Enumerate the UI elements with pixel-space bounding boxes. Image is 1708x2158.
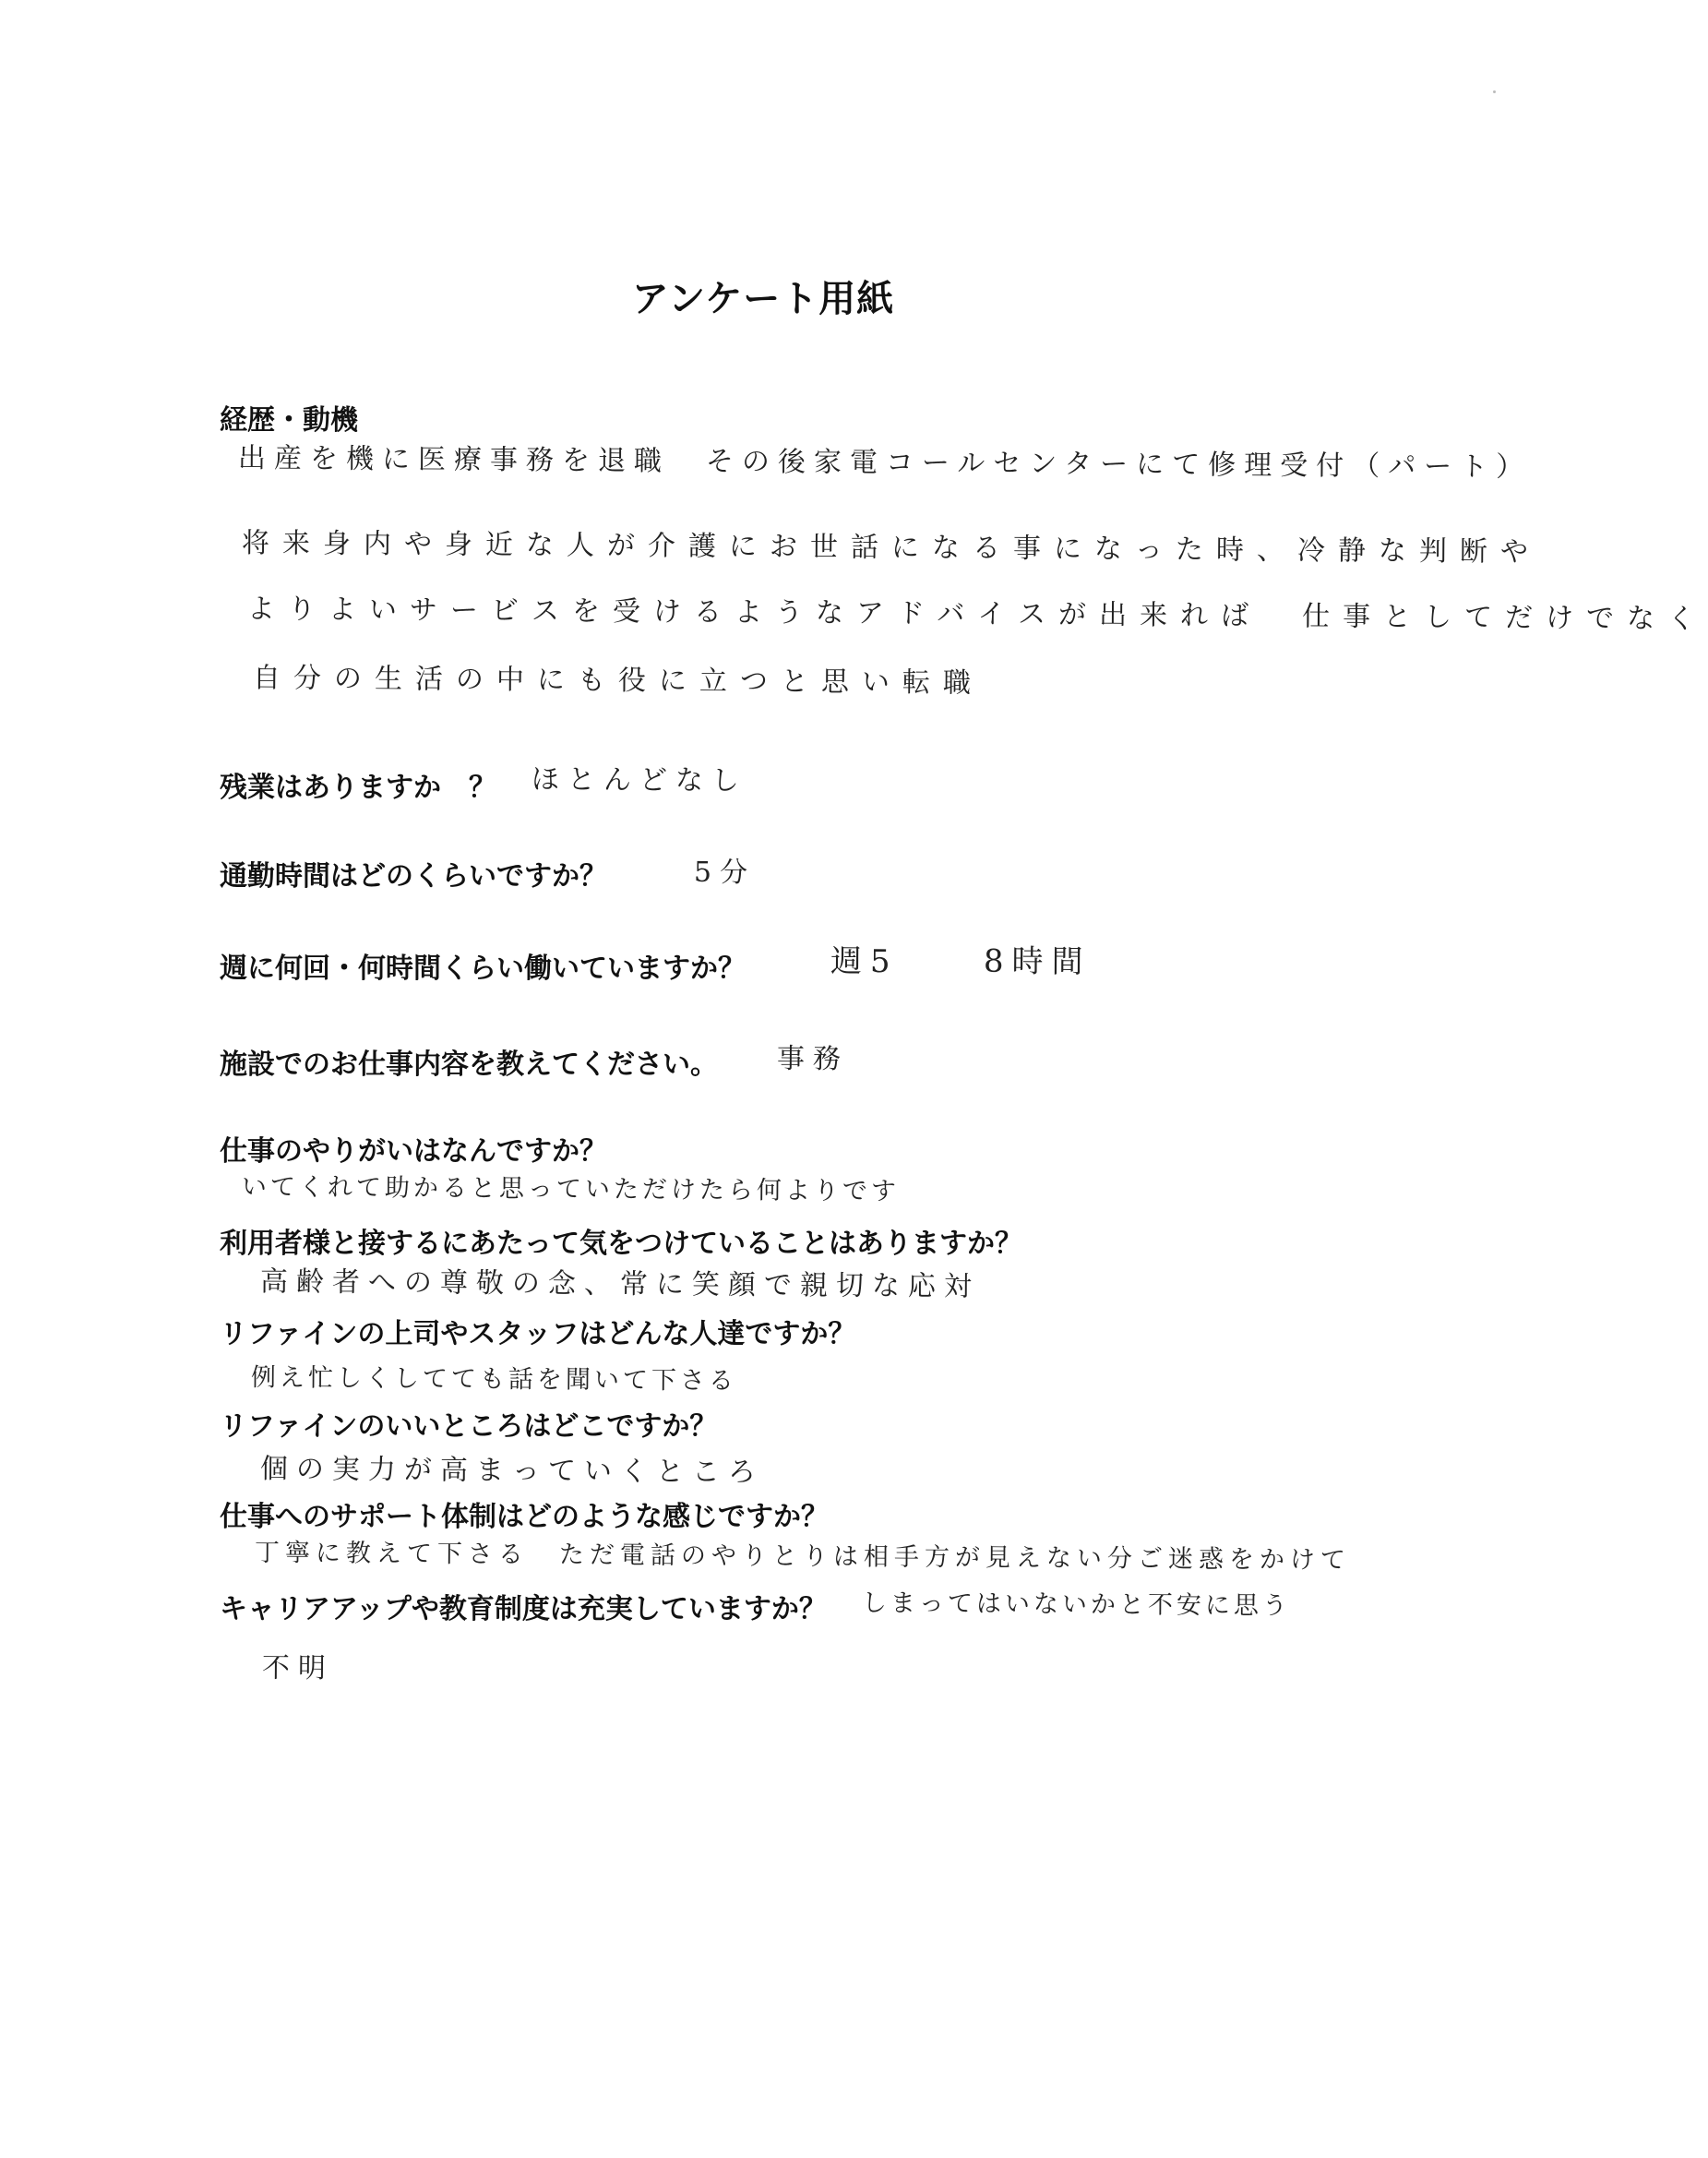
question-commute-time: 通勤時間はどのくらいですか？ [220, 860, 607, 893]
scan-speck [1493, 90, 1496, 93]
answer-support-line-1: 丁寧に教えて下さる ただ電話のやりとりは相手方が見えない分ご迷惑をかけて [254, 1538, 1352, 1576]
answer-overtime: ほとんどなし [531, 763, 748, 797]
question-career-motivation: 経歴・動機 [220, 404, 358, 437]
question-support-system: 仕事へのサポート体制はどのような感じですか？ [220, 1501, 829, 1533]
answer-hours-per-day: 8時間 [983, 942, 1092, 981]
question-job-content: 施設でのお仕事内容を教えてください。 [220, 1049, 718, 1081]
answer-career-development: 不明 [261, 1651, 335, 1685]
answer-support-line-2: しまってはいないかと不安に思う [861, 1589, 1292, 1621]
answer-care-points: 高齢者への尊敬の念、常に笑顔で親切な応対 [259, 1265, 981, 1303]
question-career-development: キャリアアップや教育制度は充実していますか？ [220, 1593, 827, 1625]
answer-career-line-2: 将来身内や身近な人が介護にお世話になる事になった時、冷静な判断や [241, 527, 1542, 569]
answer-good-points: 個の実力が高まっていくところ [259, 1453, 765, 1489]
answer-colleagues: 例え忙しくしてても話を聞いて下さる [250, 1363, 738, 1396]
answer-days-per-week: 週5 [830, 942, 899, 981]
question-care-points: 利用者様と接するにあたって気をつけていることはありますか？ [220, 1228, 1022, 1260]
answer-rewarding: いてくれて助かると思っていただけたら何よりです [241, 1172, 901, 1206]
question-good-points: リファインのいいところはどこですか？ [220, 1410, 718, 1443]
question-overtime: 残業はありますか ？ [220, 772, 496, 804]
answer-job-content: 事務 [776, 1042, 850, 1076]
question-colleagues: リファインの上司やスタッフはどんな人達ですか？ [220, 1318, 856, 1350]
question-work-schedule: 週に何回・何時間くらい働いていますか？ [220, 953, 746, 985]
answer-career-line-4: 自分の生活の中にも役に立つと思い転職 [252, 662, 985, 700]
answer-career-line-1: 出産を機に医療事務を退職 その後家電コールセンターにて修理受付（パート） [237, 442, 1533, 484]
question-rewarding: 仕事のやりがいはなんですか？ [220, 1135, 607, 1168]
answer-career-line-3: よりよいサービスを受けるようなアドバイスが出来れば 仕事としてだけでなく [246, 593, 1708, 636]
form-title: アンケート用紙 [631, 278, 895, 320]
answer-commute-time: 5分 [693, 856, 757, 890]
